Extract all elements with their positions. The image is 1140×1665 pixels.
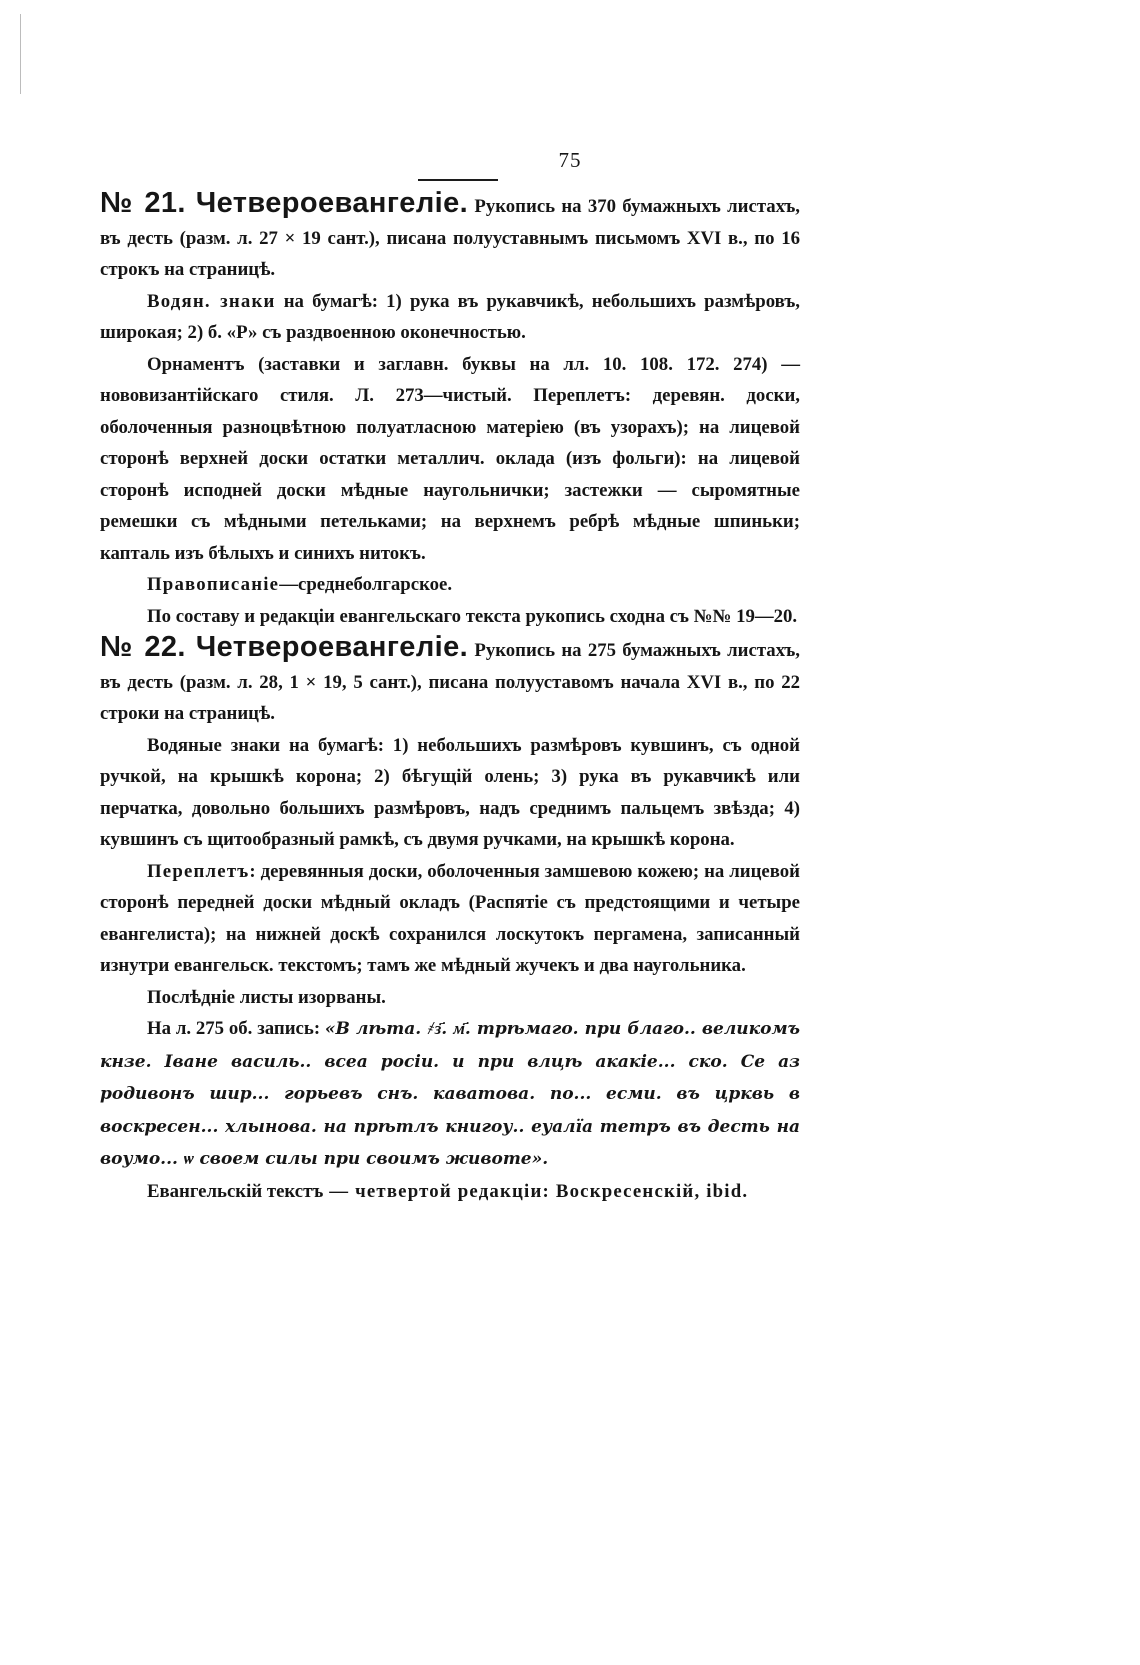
entry-22-watermarks [100,730,800,856]
entry-21-watermarks [100,286,800,349]
page-number: 75 [558,148,582,172]
entry-21-ornament [100,349,800,570]
entry-22-gospel-text-lead: Евангельскій текстъ [147,1180,324,1202]
entry-22-binding [100,856,800,982]
entry-22-heading: № 22. Четвероевангеліе. [100,631,469,663]
entry-21-ornament-text: Орнаментъ (заставки и заглавн. буквы на лл. 10. 108. 172. 274) — нововизантійскаго стиля. Л. 273—чистый. Переплетъ: деревян. доски, оболоченныя разноцвѣтною полуатласною матеріею (въ узорахъ); на лицевой сторонѣ верхней доски остатки металлич. оклада (изъ фольги): на лицевой сторонѣ исподней доски мѣдные наугольнички; застежки — сыромятные ремешки съ мѣдными петельками; на верхнемъ ребрѣ мѣдные шпиньки; капталь изъ бѣлыхъ и синихъ нитокъ. [100,353,800,564]
entry-22-binding-text: : деревянныя доски, оболоченныя замшевою кожею; на лицевой сторонѣ передней доски мѣдный окладъ (Распятіе съ предстоящими и четыре евангелиста); на нижней доскѣ сохранился лоскутокъ пергамена, записанный изнутри евангельск. текстомъ; тамъ же мѣдный жучекъ и два наугольника. [100,860,800,976]
entry-22-inscription-prefix: На л. 275 об. запись: [147,1018,325,1039]
entry-22-binding-lead: Переплетъ [147,860,250,882]
entry-21-intro: Рукопись на 370 бумажныхъ листахъ, въ десть (разм. л. 27 × 19 сант.), писана полууставнымъ письмомъ XVI в., по 16 строкъ на страницѣ. [100,196,801,280]
entry-21-composition [100,601,800,633]
entry-21-orthography-text: —среднеболгарское. [279,574,453,595]
entry-22-gospel-text-body: — четвертой редакціи: Воскресенскій, ibid. [323,1180,749,1202]
page-number-rule [418,179,498,181]
entry-21-heading: № 21. Четвероевангеліе. [100,187,469,219]
page-body [100,188,800,1207]
entry-22-inscription [100,1013,800,1176]
entry-21-watermarks-lead: Водян. знаки [147,290,276,312]
entry-22-gospel-text [100,1176,800,1208]
entry-22-intro: Рукопись на 275 бумажныхъ листахъ, въ десть (разм. л. 28, 1 × 19, 5 сант.), писана полууставомъ начала XVI в., по 22 строки на страницѣ. [100,640,801,724]
entry-22-header [100,632,800,730]
scan-edge-line [20,14,21,94]
entry-22-condition [100,982,800,1014]
entry-21-orthography [100,569,800,601]
entry-22-condition-text: Послѣдніе листы изорваны. [147,986,386,1008]
entry-22-inscription-slavonic: «В лѣта. ҂з҃. м҃. трѣмаго. при благо.. великомъ кнзе. Іване василь.. всеа росіи. и при влцѣ акакіе... ско. Се аз родивонъ шир... горьевъ снъ. каватова. по... есми. въ црквь в воскресен... хлынова. на прѣтлъ книгоу.. еуалїа тетръ въ десть на воумо... ѡ своем силы при своимъ животе». [100,1019,800,1169]
entry-22-watermarks-text: Водяные знаки на бумагѣ: 1) небольшихъ размѣровъ кувшинъ, съ одной ручкой, на крышкѣ корона; 2) бѣгущій олень; 3) рука въ рукавчикѣ или перчатка, довольно большихъ размѣровъ, надъ среднимъ пальцемъ звѣзда; 4) кувшинъ съ щитообразный рамкѣ, съ двумя ручками, на крышкѣ корона. [100,734,800,850]
entry-21-orthography-lead: Правописаніе [147,574,280,595]
entry-21-composition-text: По составу и редакціи евангельскаго текста рукопись сходна съ №№ 19—20. [147,605,798,627]
entry-21-watermarks-text: на бумагѣ: 1) рука въ рукавчикѣ, небольшихъ размѣровъ, широкая; 2) б. «Р» съ раздвоенною оконечностью. [100,290,800,343]
entry-21-header [100,188,800,286]
